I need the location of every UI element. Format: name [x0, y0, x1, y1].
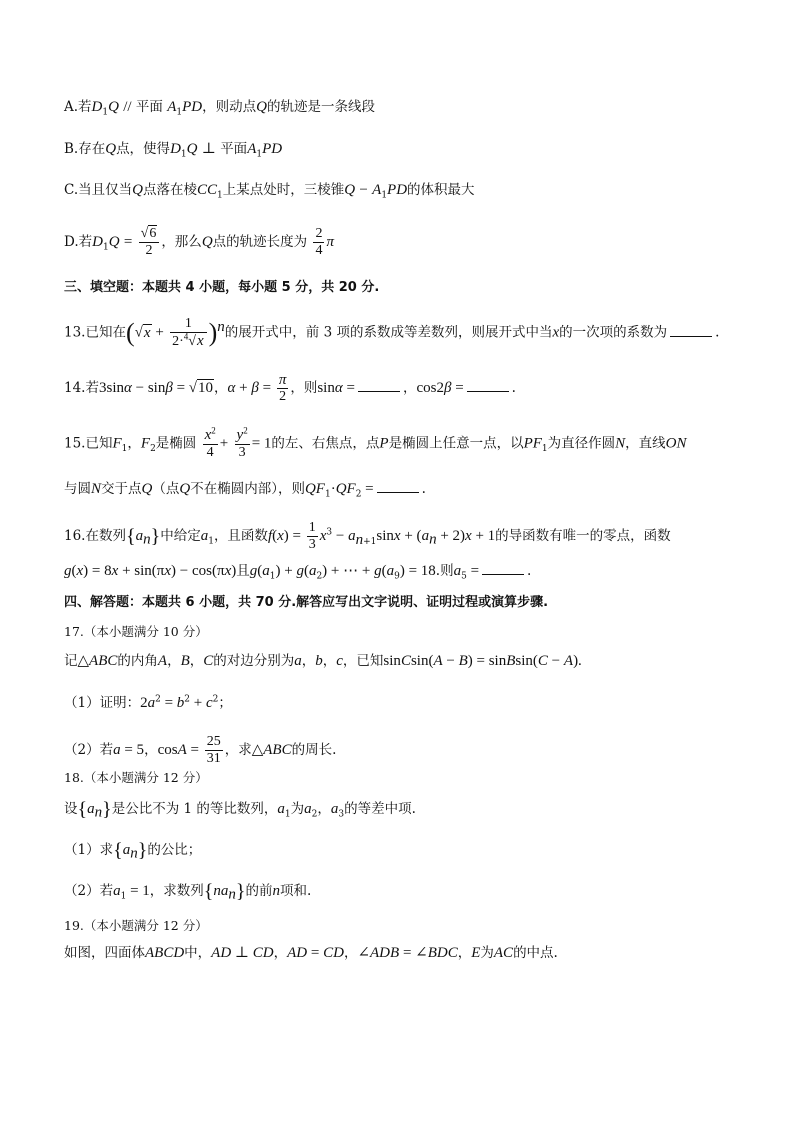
section-3-heading: 三、填空题：本题共 4 小题，每小题 5 分，共 20 分. [64, 280, 380, 295]
fraction: $\frac{√6}{2}$ [139, 226, 160, 259]
answer-blank[interactable] [482, 562, 524, 575]
question-15: 15.已知$F_1$，$F_2$是椭圆 $\frac{x^2}{4}$ + $\frac{y^2}{3}$ = 1的左、右焦点，点P是椭圆上任意一点，以$PF_1$为直径作圆N，直线ON [64, 425, 687, 460]
question-17-part-2: （2）若a = 5，cosA = $\frac{25}{31}$ ，求△ABC的周长. [64, 734, 337, 766]
section-4-heading: 四、解答题：本题共 6 小题，共 70 分.解答应写出文字说明、证明过程或演算步骤. [64, 595, 549, 610]
fraction: $\frac{1}{2\cdot^4√x}$ [170, 316, 207, 350]
fraction: $\frac{25}{31}$ [206, 734, 221, 766]
question-18-part-2: （2）若$a_1 = 1$，求数列$\{na_n\}$的前n项和. [64, 880, 312, 903]
answer-blank[interactable] [467, 379, 509, 392]
question-13: 13.已知在(√x + $\frac{1}{2\cdot^4√x}$ )$^n$的展开式中，前 3 项的系数成等差数列，则展开式中当x的一次项的系数为 . [64, 316, 720, 349]
fraction: $\frac{2}{4}$ [315, 226, 323, 258]
answer-blank[interactable] [377, 480, 419, 493]
fraction: $\frac{y^2}{3}$ [236, 425, 248, 460]
question-17-part-1: （1）证明：$2a^2 = b^2 + c^2$； [64, 694, 232, 711]
option-c: C.当且仅当Q点落在棱$CC_1$上某点处时，三棱锥$Q - A_1PD$的体积最大 [64, 182, 475, 201]
math: D [91, 99, 103, 115]
question-17-stem: 记△ABC的内角A，B，C的对边分别为a，b，c，已知sinCsin(A − B) = sinBsin(C − A). [64, 653, 582, 669]
question-18-header: 18.（本小题满分 12 分） [64, 770, 208, 785]
option-d: D.若$D_1Q$ = $\frac{√6}{2}$ ，那么Q点的轨迹长度为 $\frac{2}{4}$ π [64, 226, 334, 258]
question-18-stem: 设$\{a_n\}$是公比不为 1 的等比数列，$a_1$为$a_2$，$a_3$的等差中项. [64, 798, 416, 821]
option-a-label: A.若 [64, 99, 92, 115]
option-b: B.存在Q点，使得$D_1Q$ ⊥ 平面$A_1PD$ [64, 141, 283, 160]
question-17-header: 17.（本小题满分 10 分） [64, 624, 208, 639]
option-a: A.若$D_1Q$ // 平面 $A_1PD$，则动点Q的轨迹是一条线段 [64, 99, 375, 118]
question-18-part-1: （1）求$\{a_n\}$的公比； [64, 839, 202, 862]
question-15-line-2: 与圆N交于点Q（点Q不在椭圆内部），则$QF_1\cdot QF_2$ = . [64, 481, 426, 500]
fraction: $\frac{\pi}{2}$ [278, 372, 287, 404]
fraction: $\frac{x^2}{4}$ [204, 425, 216, 460]
question-19-stem: 如图，四面体ABCD中，AD ⊥ CD，AD = CD，∠ADB = ∠BDC，E为AC的中点. [64, 945, 558, 961]
fraction: $\frac{1}{3}$ [308, 520, 316, 552]
question-16-line-2: g(x) = 8x + sin(πx) − cos(πx)且$g(a_1) + g(a_2)$ + ⋯ + $g(a_9) = 18$.则$a_5$ = . [64, 563, 532, 582]
question-19-header: 19.（本小题满分 12 分） [64, 918, 208, 933]
question-16: 16.在数列$\{a_n\}$中给定$a_1$，且函数f(x) = $\frac{1}{3}$ $x^3 - a_{n+1}\sin x + (a_n + 2)x + 1$的导函数有唯一的零点，函数 [64, 520, 671, 552]
answer-blank[interactable] [358, 379, 400, 392]
answer-blank[interactable] [670, 324, 712, 337]
question-14: 14.若3sinα − sinβ = √10，α + β = $\frac{\pi}{2}$ ，则sinα = ，cos2β = . [64, 372, 516, 404]
